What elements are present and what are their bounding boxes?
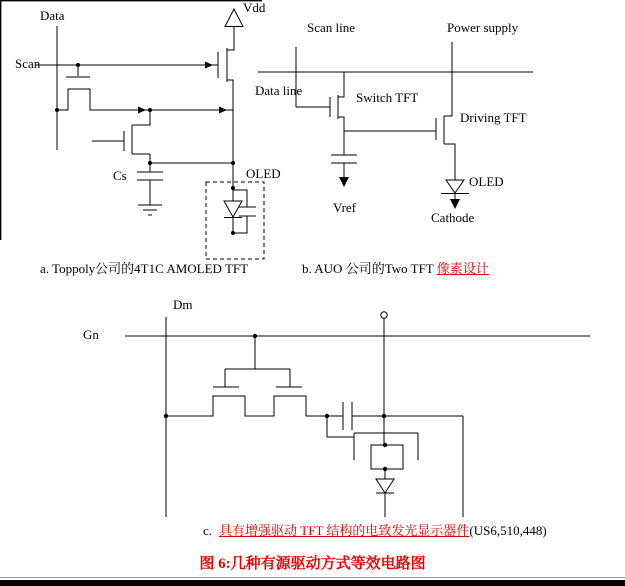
- caption-a: [40, 262, 248, 277]
- circuit-c-wires: [125, 312, 590, 517]
- diode-icon: [376, 479, 394, 493]
- gn-line-label: Gn: [83, 327, 99, 342]
- caption-c: [203, 524, 547, 539]
- vdd-triangle-icon: [225, 9, 243, 27]
- ground-icon: [138, 205, 162, 215]
- vref-label: Vref: [333, 200, 357, 215]
- storage-cap-icon: [331, 131, 357, 177]
- page-border-topleft: [1, 1, 262, 240]
- pair-channel-loop: [371, 445, 403, 469]
- driving-tft-label: Driving TFT: [460, 110, 527, 125]
- arrow-right-icon: [138, 107, 146, 114]
- vref-arrow-icon: [339, 177, 349, 187]
- caption-c-label: c.: [203, 523, 213, 538]
- arrow-right-icon: [205, 62, 213, 69]
- caption-b-prefix: b. AUO 公司的Two TFT: [302, 261, 437, 276]
- caption-b-highlight: 像素设计: [436, 261, 489, 276]
- circuit-a-junctions: [55, 62, 235, 236]
- switch-tft-label: Switch TFT: [356, 90, 419, 105]
- caption-a-text: a. Toppoly公司的4T1C AMOLED TFT: [40, 261, 249, 276]
- figure-title: 图 6:几种有源驱动方式等效电路图: [199, 556, 426, 572]
- vdd-label: Vdd: [243, 0, 266, 15]
- caption-b: [302, 262, 489, 277]
- cs-capacitor-icon: [137, 172, 163, 205]
- circuit-a-wires: [36, 26, 264, 259]
- terminal-circle-icon: [381, 312, 387, 318]
- data-line-label: Data: [40, 8, 65, 23]
- oled-label: OLED: [469, 174, 504, 189]
- caption-c-suffix: (US6,510,448): [469, 523, 547, 538]
- oled-diode-icon: [224, 201, 242, 217]
- oled-dashed-box: [206, 182, 264, 259]
- dual-channel: [166, 396, 327, 416]
- scan-line-label: Scan line: [307, 20, 356, 35]
- oled-diode-icon: [446, 180, 464, 193]
- dual-gate: [213, 336, 302, 387]
- bottom-border-black: [0, 580, 625, 586]
- dm-line-label: Dm: [173, 297, 193, 312]
- bottom-divider-gray: [0, 577, 625, 578]
- cathode-label: Cathode: [431, 210, 475, 225]
- series-cap-icon: [327, 402, 384, 430]
- oled-label: OLED: [246, 166, 281, 181]
- cs-capacitor-label: Cs: [113, 168, 127, 183]
- arrow-right-icon: [219, 107, 227, 114]
- cathode-arrow-icon: [450, 199, 460, 209]
- caption-c-highlight: 具有增强驱动 TFT 结构的电致发光显示器件: [219, 523, 470, 538]
- data-line-label: Data line: [255, 83, 303, 98]
- scan-line-label: Scan: [15, 56, 41, 71]
- power-supply-label: Power supply: [447, 20, 519, 35]
